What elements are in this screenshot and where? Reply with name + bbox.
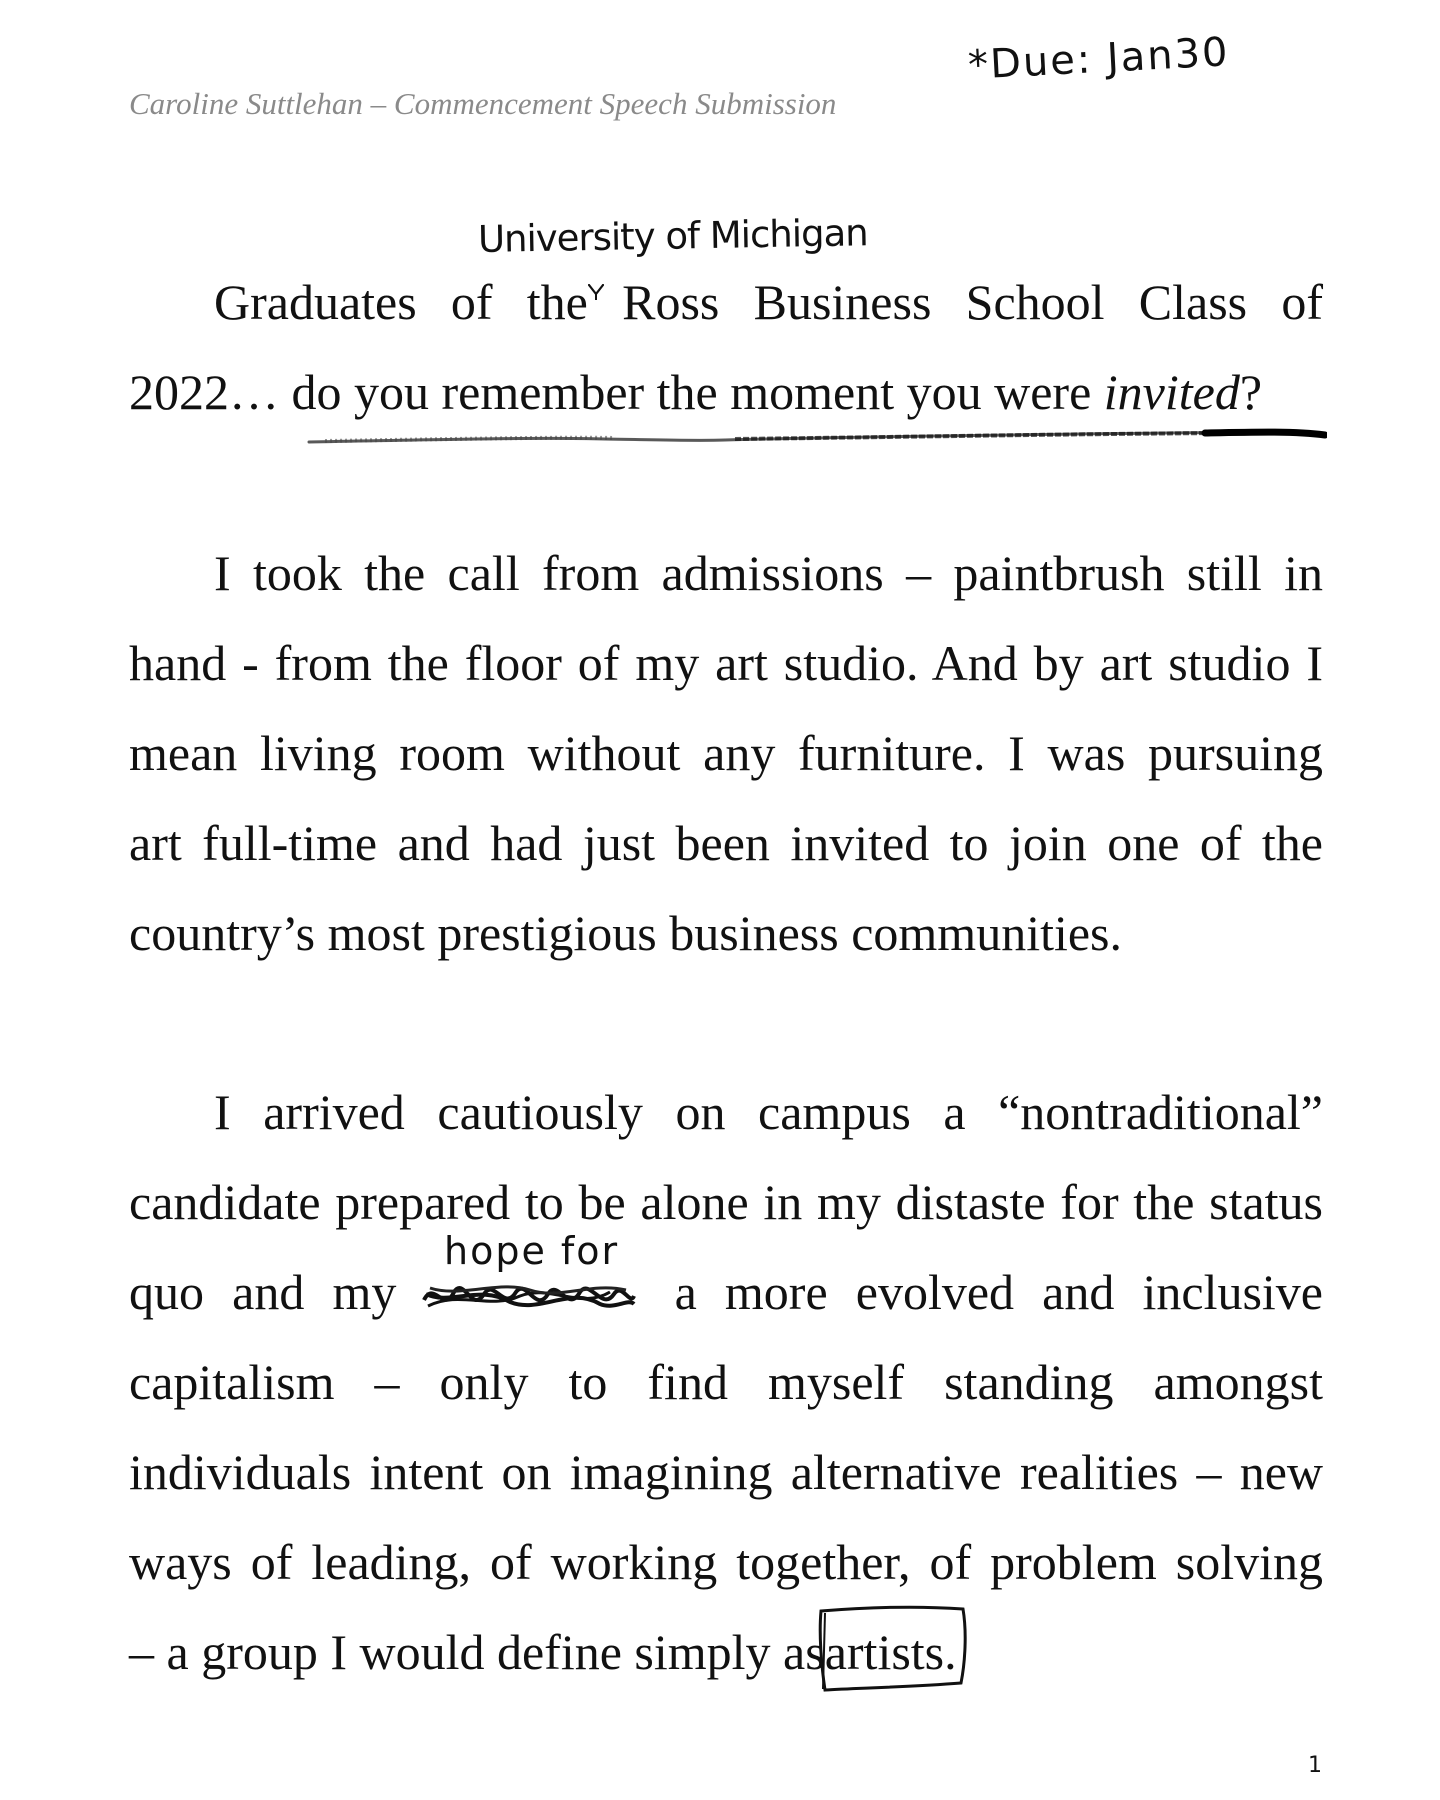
paragraph-line: ways of leading, of working together, of problem solving [129,1534,1323,1590]
hand-drawn-box [811,1603,973,1695]
question-mark: ? [1239,364,1263,420]
paragraph-line: I took the call from admissions – paintbrush still in [214,545,1323,601]
boxed-word: artists. [824,1624,957,1680]
paragraph-line: mean living room without any furniture. I was pursuing [129,725,1323,781]
paragraph-line-text: a more evolved and inclusive [674,1264,1323,1320]
paragraph-line-last [129,1607,1323,1697]
crossed-out-scribble [420,1270,638,1320]
paragraph-line-text: – a group I would define simply as [129,1624,825,1680]
paragraph-line-text: quo and my [129,1264,397,1320]
paragraph-line: Graduates of the Ross Business School Class of [214,274,1323,330]
paragraph-line: I arrived cautiously on campus a “nontraditional” [214,1084,1323,1140]
paragraph-line: art full-time and had just been invited to join one of the [129,815,1323,871]
brush-underline-stroke [305,425,1327,455]
paragraph-line: individuals intent on imagining alternative realities – new [129,1444,1323,1500]
paragraph-opening [129,257,1323,437]
paragraph-line: hand - from the floor of my art studio. And by art studio I [129,635,1323,691]
replacement-handwritten-note: hope for [444,1229,620,1273]
boxed-word-wrapper [825,1607,957,1697]
page-number: 1 [1308,1753,1322,1778]
paragraph-line: capitalism – only to find myself standing amongst [129,1354,1323,1410]
paragraph-line-last: country’s most prestigious business communities. [129,905,1123,961]
paragraph-line [129,1247,1323,1337]
paragraph-line-last [129,347,1323,437]
paragraph-admissions-call [129,528,1323,978]
paragraph-arrival [129,1067,1323,1697]
due-date-handwritten-note: *Due: Jan30 [966,29,1231,89]
paragraph-line: candidate prepared to be alone in my distaste for the status [129,1174,1323,1230]
emphasized-word: invited [1103,364,1240,420]
running-head: Caroline Suttlehan – Commencement Speech Submission [129,86,837,121]
paragraph-line-text: 2022… do you remember the moment you were [129,364,1092,420]
insertion-handwritten-note: University of Michigan [477,211,869,261]
